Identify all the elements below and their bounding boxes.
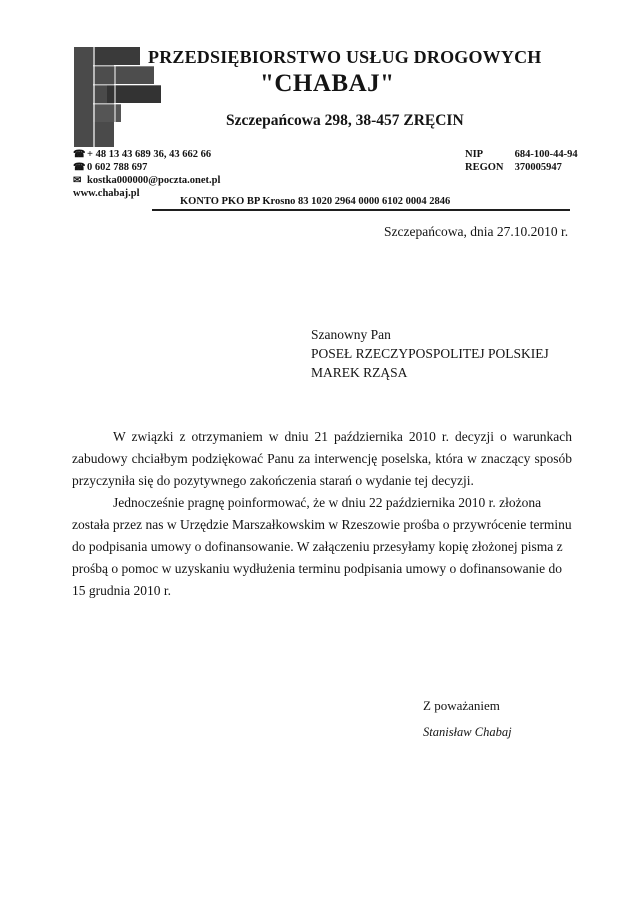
nip-label: NIP xyxy=(465,149,484,160)
closing-block xyxy=(423,693,512,745)
phone-primary: + 48 13 43 689 36, 43 662 66 xyxy=(87,149,212,160)
addressee-title: POSEŁ RZECZYPOSPOLITEJ POLSKIEJ xyxy=(311,346,549,361)
company-brand: "CHABAJ" xyxy=(260,70,395,97)
addressee-name: MAREK RZĄSA xyxy=(311,365,408,380)
signature-name: Stanisław Chabaj xyxy=(423,725,512,739)
closing-phrase: Z poważaniem xyxy=(423,698,500,713)
letterhead-divider xyxy=(152,209,570,211)
letter-body xyxy=(72,426,572,602)
registration-ids xyxy=(465,148,578,174)
email-address: kostka000000@poczta.onet.pl xyxy=(87,175,221,186)
addressee-block xyxy=(311,325,549,382)
contact-block xyxy=(73,148,220,200)
phone-icon: ☎ xyxy=(73,162,86,173)
body-paragraph: Jednocześnie pragnę poinformować, że w dniu 22 października 2010 r. złożona została przez nas w Urzędzie Marszałkowskim w Rzeszowie prośba o przywrócenie terminu do podpisania umowy o dofinansowanie. W załączeniu przesyłamy kopię złożonej pisma z prośbą o pomoc w uzyskaniu wydłużenia terminu podpisania umowy o dofinansowanie do 15 grudnia 2010 r. xyxy=(72,495,572,598)
regon-value: 370005947 xyxy=(514,162,562,173)
body-paragraph: W związki z otrzymaniem w dniu 21 października 2010 r. decyzji o warunkach zabudowy chciałbym podziękować Panu za interwencję poselska, która w znaczący sposób przyczyniła się do pozytywnego zakończenia starań o wydanie tej decyzji. xyxy=(72,429,572,488)
addressee-salutation: Szanowny Pan xyxy=(311,327,391,342)
company-name: PRZEDSIĘBIORSTWO USŁUG DROGOWYCH xyxy=(148,47,542,67)
date-line: Szczepańcowa, dnia 27.10.2010 r. xyxy=(384,224,569,239)
phone-icon: ☎ xyxy=(73,149,86,160)
regon-label: REGON xyxy=(465,162,504,173)
company-address: Szczepańcowa 298, 38-457 ZRĘCIN xyxy=(226,112,464,129)
bank-account: KONTO PKO BP Krosno 83 1020 2964 0000 6102 0004 2846 xyxy=(180,196,451,207)
nip-value: 684-100-44-94 xyxy=(514,149,578,160)
envelope-icon: ✉ xyxy=(73,175,82,186)
phone-mobile: 0 602 788 697 xyxy=(87,162,148,173)
website-link: www.chabaj.pl xyxy=(73,188,140,199)
